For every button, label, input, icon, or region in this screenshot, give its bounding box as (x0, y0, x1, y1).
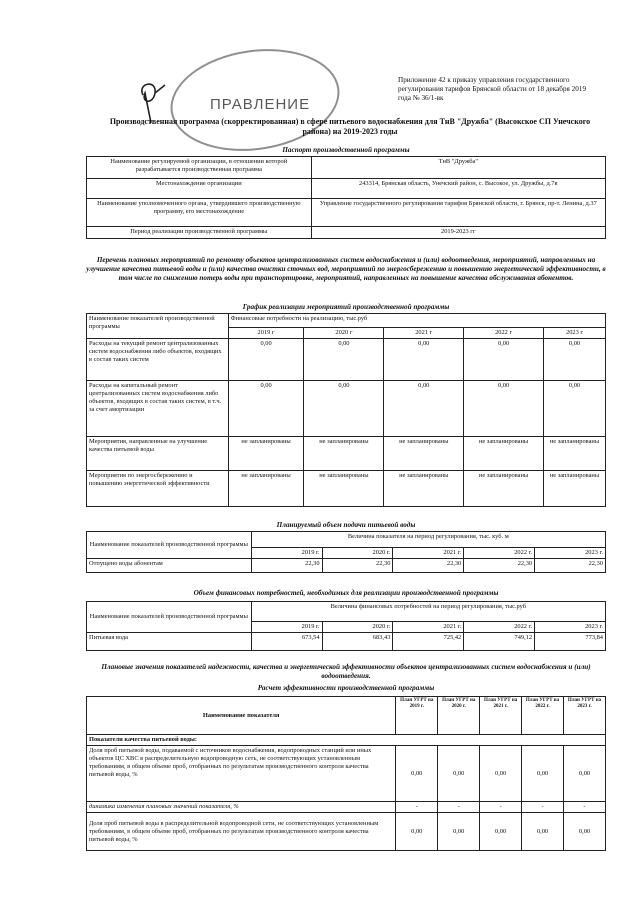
year-header: 2020 г (304, 328, 384, 339)
passport-value: 2019-2023 гг (311, 227, 605, 239)
cell-value: 0,00 (544, 381, 606, 437)
cell-value: 22,30 (251, 559, 322, 573)
passport-row (87, 199, 606, 227)
passport-heading: Паспорт производственной программы (282, 146, 410, 154)
cell-value: 0,00 (304, 339, 384, 381)
cell-value: 0,00 (480, 746, 522, 802)
cell-value: 0,00 (228, 381, 304, 437)
cell-value: не запланированы (228, 437, 304, 471)
cell-value: 0,00 (564, 746, 606, 802)
table-row (87, 633, 606, 651)
year-header: План УГРТ на 2019 г. (396, 697, 438, 735)
passport-label: Местонахождение организации (87, 179, 312, 199)
volume-heading: Планируемый объем подачи питьевой воды (276, 521, 416, 529)
year-header: 2020 г. (322, 548, 393, 559)
cell-value: 673,54 (251, 633, 322, 651)
cell-value: - (564, 802, 606, 813)
cell-value: 773,84 (535, 633, 606, 651)
cell-value: 0,00 (464, 339, 544, 381)
cell-value: 22,30 (393, 559, 464, 573)
measures-col-name: Наименование показателей производственной программы (87, 314, 229, 339)
passport-row (87, 179, 606, 199)
cell-value: 0,00 (396, 746, 438, 802)
cell-value: - (396, 802, 438, 813)
cell-value: 0,00 (564, 813, 606, 851)
row-label: Доля проб питьевой воды в распределительной водопроводной сети, не соответствующих установленным требованиям, в общем объеме проб, отобранных по результатам производственного контроля качества питьевой воды, % (87, 813, 396, 851)
indicators-section: Показатели качества питьевой воды: (87, 735, 606, 746)
passport-label: Наименование уполномоченного органа, утвердившего производственную программу, его местонахождение (87, 199, 312, 227)
table-row (87, 339, 606, 381)
cell-value: 683,43 (322, 633, 393, 651)
passport-value: Управление государственного регулирования тарифов Брянской области, г. Брянск, пр-т. Ленина, д.37 (311, 199, 605, 227)
year-header: 2020 г. (322, 622, 393, 633)
year-header: 2019 г. (251, 548, 322, 559)
cell-value: 0,00 (522, 746, 564, 802)
cell-value: не запланированы (304, 471, 384, 507)
year-header: 2019 г (228, 328, 304, 339)
passport-row (87, 157, 606, 179)
table-row (87, 746, 606, 802)
cell-value: 725,42 (393, 633, 464, 651)
cell-value: не запланированы (544, 471, 606, 507)
year-header: 2022 г. (464, 548, 535, 559)
cell-value: не запланированы (304, 437, 384, 471)
cell-value: 0,00 (384, 381, 464, 437)
cell-value: 0,00 (438, 746, 480, 802)
dynamics-label: динамика изменения плановых значений показателя, % (87, 802, 396, 813)
cell-value: 0,00 (464, 381, 544, 437)
year-header: 2022 г (464, 328, 544, 339)
finance-table (86, 601, 606, 651)
row-label: Расходы на капитальный ремонт централизованных систем водоснабжения либо объектов, входящих в состав таких систем, в т.ч. за счет амортизации (87, 381, 229, 437)
finance-heading: Объем финансовых потребностей, необходимых для реализации производственной программы (193, 589, 499, 597)
cell-value: не запланированы (384, 437, 464, 471)
stamp-text: ПРАВЛЕНИЕ (210, 96, 311, 113)
year-header: 2019 г. (251, 622, 322, 633)
cell-value: 0,00 (522, 813, 564, 851)
row-label: Мероприятия по энергосбережению и повышению энергетической эффективности (87, 471, 229, 507)
table-row (87, 471, 606, 507)
cell-value: 0,00 (304, 381, 384, 437)
cell-value: не запланированы (384, 471, 464, 507)
cell-value: 0,00 (544, 339, 606, 381)
row-label: Питьевая вода (87, 633, 252, 651)
volume-col-name: Наименование показателей производственной программы (87, 532, 252, 559)
passport-label: Наименование регулируемой организации, в отношении которой разрабатывается производственная программа (87, 157, 312, 179)
cell-value: 0,00 (438, 813, 480, 851)
year-header: 2023 г. (535, 622, 606, 633)
table-row (87, 559, 606, 573)
row-label: Отпущено воды абонентам (87, 559, 252, 573)
cell-value: - (522, 802, 564, 813)
year-header: 2022 г. (464, 622, 535, 633)
year-header: 2023 г (544, 328, 606, 339)
cell-value: 0,00 (228, 339, 304, 381)
year-header: План УГРТ на 2021 г. (480, 697, 522, 735)
appendix-note: Приложение 42 к приказу управления государственного регулирования тарифов Брянской области от 18 декабря 2019 года № 36/1-вк (398, 76, 587, 102)
measures-table (86, 313, 606, 507)
finance-col-name: Наименование показателей производственной программы (87, 602, 252, 633)
row-label: Мероприятия, направленные на улучшение качества питьевой воды (87, 437, 229, 471)
cell-value: 749,12 (464, 633, 535, 651)
year-header: 2021 г (384, 328, 464, 339)
volume-table (86, 531, 606, 573)
year-header: 2023 г. (535, 548, 606, 559)
cell-value: - (480, 802, 522, 813)
cell-value: 0,00 (480, 813, 522, 851)
row-label: Доля проб питьевой воды, подаваемой с источников водоснабжения, водопроводных станций или иных объектов ЦС ХВС в распределительную водопроводную сеть, не соответствующих установленным требованиям, в общем объеме проб, отобранных по результатам производственного контроля качества питьевой воды, % (87, 746, 396, 802)
cell-value: 0,00 (396, 813, 438, 851)
year-header: План УГРТ на 2023 г. (564, 697, 606, 735)
measures-subheading: График реализации мероприятий производственной программы (242, 303, 450, 311)
indicators-heading: Плановые значения показателей надежности, качества и энергетической эффективности объектов централизованных систем водоснабжения и (или) водоотведения. (101, 663, 591, 680)
year-header: План УГРТ на 2020 г. (438, 697, 480, 735)
finance-col-group: Величина финансовых потребностей на период регулирования, тыс.руб (251, 602, 605, 622)
cell-value: 22,30 (322, 559, 393, 573)
cell-value: не запланированы (464, 437, 544, 471)
passport-label: Период реализации производственной программы (87, 227, 312, 239)
measures-heading: Перечень плановых мероприятий по ремонту объектов централизованных систем водоснабжения и (или) водоотведения, мероприятий, направленных на улучшение качества питьевой воды и (или) качества очистки сточных вод, мероприятий по энергосбережению и повышению энергетической эффективности, в том числе по снижению потерь воды при транспортировке, мероприятий, направленных на повышение качества обслуживания абонентов. (86, 256, 606, 282)
table-row (87, 802, 606, 813)
table-row (87, 813, 606, 851)
passport-row (87, 227, 606, 239)
cell-value: 0,00 (384, 339, 464, 381)
indicators-table (86, 696, 606, 851)
cell-value: не запланированы (228, 471, 304, 507)
passport-table (86, 156, 606, 239)
cell-value: 22,30 (464, 559, 535, 573)
year-header: План УГРТ на 2022 г. (522, 697, 564, 735)
year-header: 2021 г. (393, 622, 464, 633)
indicators-col-name: Наименование показателя (87, 697, 396, 735)
passport-value: ТнВ "Дружба" (311, 157, 605, 179)
cell-value: не запланированы (464, 471, 544, 507)
table-row (87, 381, 606, 437)
passport-value: 243314, Брянская область, Унечский район, с. Высокое, ул. Дружбы, д.7в (311, 179, 605, 199)
table-row (87, 437, 606, 471)
row-label: Расходы на текущий ремонт централизованных систем водоснабжения либо объектов, входящих в состав таких систем (87, 339, 229, 381)
cell-value: - (438, 802, 480, 813)
measures-col-group: Финансовые потребности на реализацию, тыс.руб (228, 314, 605, 328)
year-header: 2021 г. (393, 548, 464, 559)
cell-value: не запланированы (544, 437, 606, 471)
cell-value: 22,30 (535, 559, 606, 573)
document-title: Производственная программа (скорректированная) в сфере питьевого водоснабжения для ТнВ "Дружба" (Высокское СП Унечского района) на 2019-2023 годы (109, 117, 591, 136)
volume-col-group: Величина показателя на период регулирования, тыс. куб. м (251, 532, 605, 548)
indicators-subheading: Расчет эффективности производственной программы (257, 684, 435, 692)
